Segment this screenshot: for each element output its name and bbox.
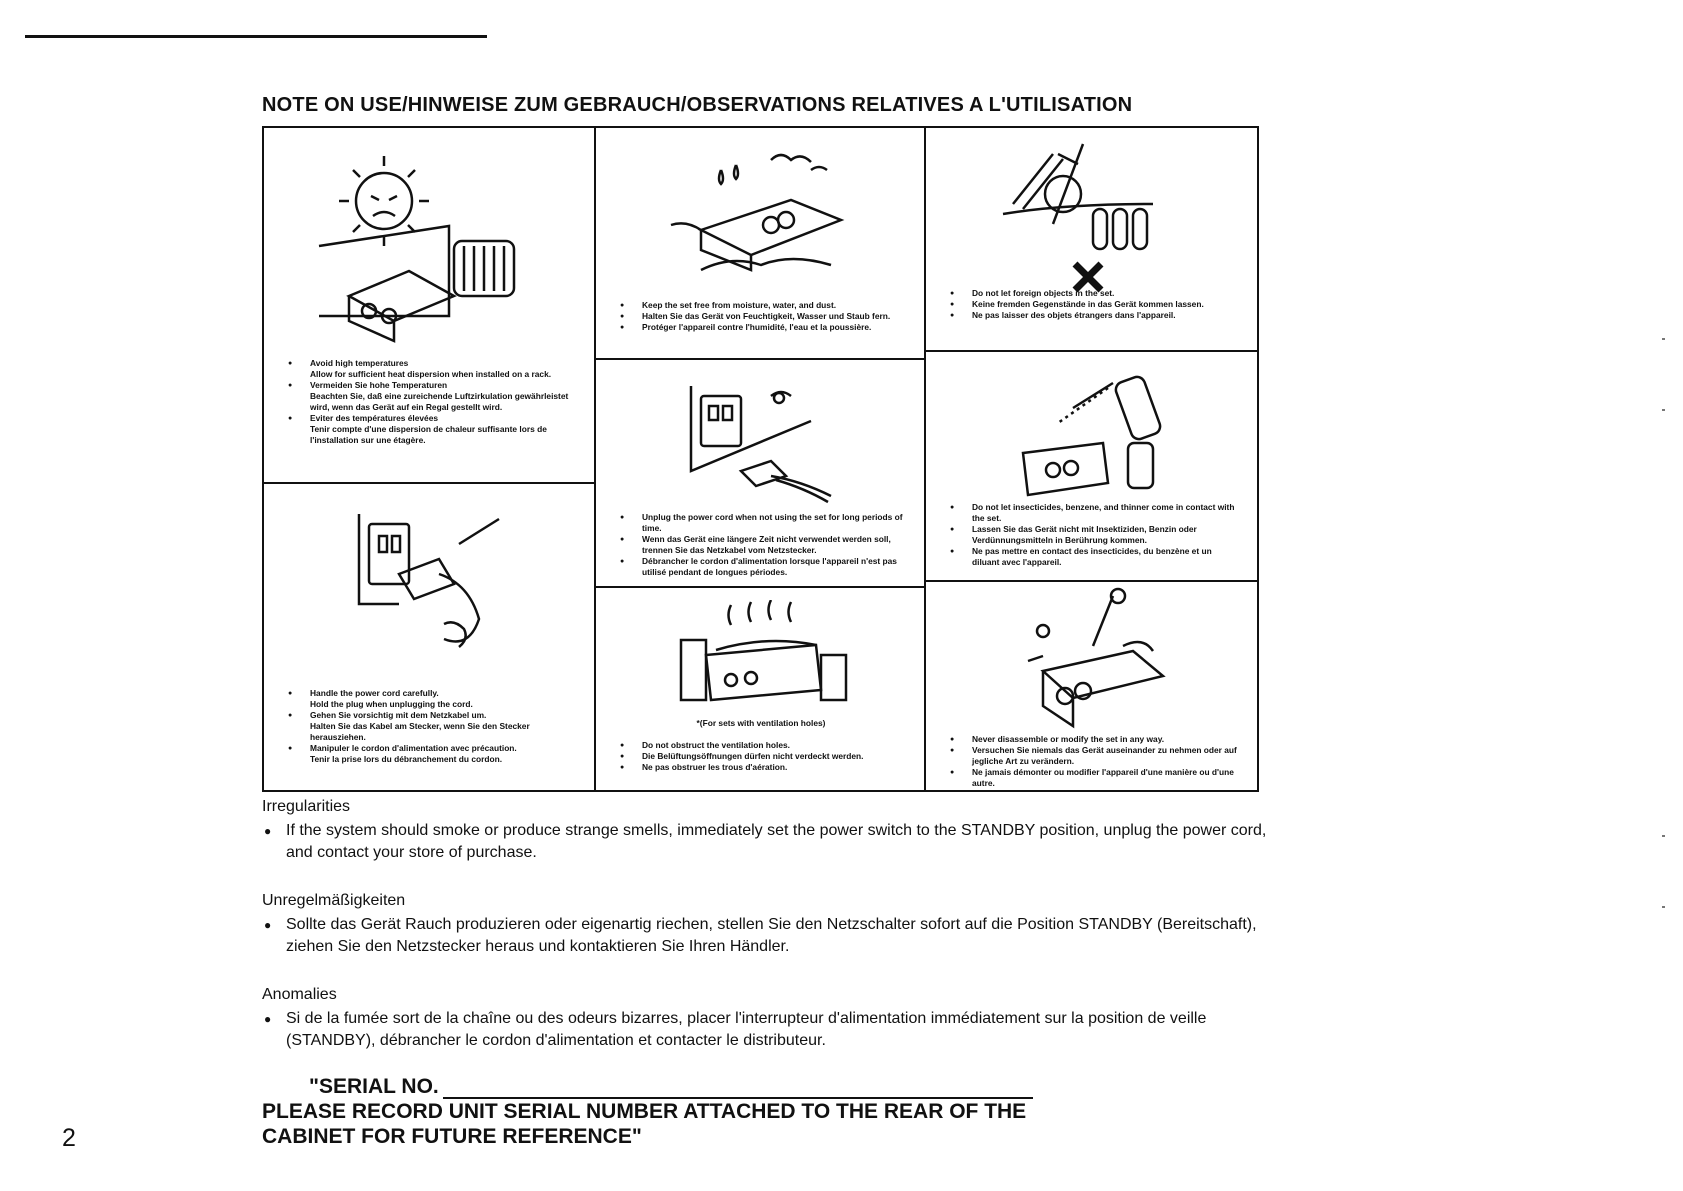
insecticide-notes [950,502,1241,568]
column-right [924,128,1259,790]
column-left [264,128,594,790]
list-item: ● Ne pas mettre en contact des insecticides, du benzène et un diluant avec l'appareil. [950,546,1241,568]
list-item: ● Die Belüftungsöffnungen dürfen nicht verdeckt werden. [620,751,908,762]
list-item: ● Keine fremden Gegenstände in das Gerät kommen lassen. [950,299,1241,310]
foreign-objects-notes [950,288,1241,321]
list-item: ● Keep the set free from moisture, water, and dust. [620,300,908,311]
wall-outlet-icon [661,376,861,506]
cell-high-temperatures [264,128,594,484]
list-item: ● Protéger l'appareil contre l'humidité, l'eau et la poussière. [620,322,908,333]
ventilation-illustration [596,600,926,710]
power-cord-illustration [264,514,594,664]
list-item: ● Débrancher le cordon d'alimentation lorsque l'appareil n'est pas utilisé pendant de longues périodes. [620,556,908,578]
list-item: ● Ne pas obstruer les trous d'aération. [620,762,908,773]
moisture-notes [620,300,908,333]
page-number: 2 [62,1124,76,1152]
list-item: ● Ne pas laisser des objets étrangers dans l'appareil. [950,310,1241,321]
list-item: ● Never disassemble or modify the set in any way. [950,734,1241,745]
usage-notes-grid [262,126,1259,792]
list-item: ● Do not let insecticides, benzene, and thinner come in contact with the set. [950,502,1241,524]
temperature-notes [288,358,576,446]
sun-heater-icon [309,146,549,346]
list-item: ● Avoid high temperatures Allow for sufficient heat dispersion when installed on a rack. [288,358,576,380]
section-irregularities-en [262,798,1292,864]
outlet-illustration [596,376,926,506]
margin-mark [1662,409,1665,411]
cell-foreign-objects [926,128,1259,352]
section-title: Irregularities [262,798,351,815]
list-item: ● Handle the power cord carefully. Hold the plug when unplugging the cord. [288,688,576,710]
cell-disassemble [926,582,1259,790]
serial-number-block [262,1074,1033,1149]
unplug-notes [620,512,908,578]
list-item: ● Eviter des températures élevées Tenir compte d'une dispersion de chaleur suffisante lors de l'installation sur une étagère. [288,413,576,446]
bullet-icon: ● [264,1012,272,1026]
disassemble-notes [950,734,1241,789]
serial-instruction-line: PLEASE RECORD UNIT SERIAL NUMBER ATTACHED TO THE REAR OF THE [262,1100,1027,1123]
section-title: Unregelmäßigkeiten [262,892,406,909]
disassemble-illustration [926,586,1259,731]
margin-mark [1662,906,1665,908]
foreign-objects-illustration [926,134,1259,294]
margin-mark [1662,338,1665,340]
ventilation-footnote: *(For sets with ventilation holes) [696,718,826,728]
section-irregularities-de [262,892,1292,958]
power-cord-notes [288,688,576,765]
water-drops-icon [661,140,861,280]
list-item: ● Halten Sie das Gerät von Feuchtigkeit, Wasser und Staub fern. [620,311,908,322]
spray-can-icon [993,358,1193,498]
list-item: ● Unplug the power cord when not using the set for long periods of time. [620,512,908,534]
sun-heat-illustration [264,146,594,346]
margin-mark [1662,835,1665,837]
section-irregularities-fr [262,986,1292,1052]
bullet-icon: ● [264,824,272,838]
serial-instruction-line: CABINET FOR FUTURE REFERENCE" [262,1125,642,1148]
list-item: ● Gehen Sie vorsichtig mit dem Netzkabel um. Halten Sie das Kabel am Stecker, wenn Sie den Stecker herausziehen. [288,710,576,743]
coin-nail-cross-icon [983,134,1203,294]
section-body: ● If the system should smoke or produce strange smells, immediately set the power switch to the STANDBY position, unplug the power cord, and contact your store of purchase. [264,822,1267,861]
moisture-illustration [596,140,926,280]
heat-vent-icon [661,600,861,710]
list-item: ● Wenn das Gerät eine längere Zeit nicht verwendet werden soll, trennen Sie das Netzkabel vom Netzstecker. [620,534,908,556]
cell-ventilation [596,588,926,790]
top-rule [25,35,487,38]
cell-insecticides [926,352,1259,582]
serial-number-blank[interactable] [443,1081,1033,1099]
list-item: ● Ne jamais démonter ou modifier l'appareil d'une manière ou d'une autre. [950,767,1241,789]
serial-label: "SERIAL NO. [309,1075,439,1098]
section-title: Anomalies [262,986,337,1003]
section-body: ● Si de la fumée sort de la chaîne ou des odeurs bizarres, placer l'interrupteur d'alimentation immédiatement sur la position de veille (STANDBY), débrancher le cordon d'alimentation et contacter le distributeur. [264,1010,1207,1049]
list-item: ● Manipuler le cordon d'alimentation avec précaution. Tenir la prise lors du débranchement du cordon. [288,743,576,765]
list-item: ● Lassen Sie das Gerät nicht mit Insektiziden, Benzin oder Verdünnungsmitteln in Berührung kommen. [950,524,1241,546]
plug-hand-icon [329,514,529,664]
ventilation-notes [620,740,908,773]
list-item: ● Versuchen Sie niemals das Gerät auseinander zu nehmen oder auf jegliche Art zu verändern. [950,745,1241,767]
serial-label-row [262,1074,1033,1099]
insecticide-illustration [926,358,1259,498]
cell-power-cord [264,484,594,790]
cell-moisture [596,128,926,360]
section-body: ● Sollte das Gerät Rauch produzieren oder eigenartig riechen, stellen Sie den Netzschalter sofort auf die Position STANDBY (Bereitschaft), ziehen Sie den Netzstecker heraus und kontaktieren Sie Ihren Händler. [264,916,1257,955]
column-middle [594,128,926,790]
page-heading: NOTE ON USE/HINWEISE ZUM GEBRAUCH/OBSERVATIONS RELATIVES A L'UTILISATION [262,94,1133,116]
list-item: ● Do not let foreign objects in the set. [950,288,1241,299]
screwdriver-icon [983,586,1203,731]
list-item: ● Do not obstruct the ventilation holes. [620,740,908,751]
cell-unplug [596,360,926,588]
list-item: ● Vermeiden Sie hohe Temperaturen Beachten Sie, daß eine zureichende Luftzirkulation gewährleistet wird, wenn das Gerät auf ein Regal gestellt wird. [288,380,576,413]
bullet-icon: ● [264,918,272,932]
